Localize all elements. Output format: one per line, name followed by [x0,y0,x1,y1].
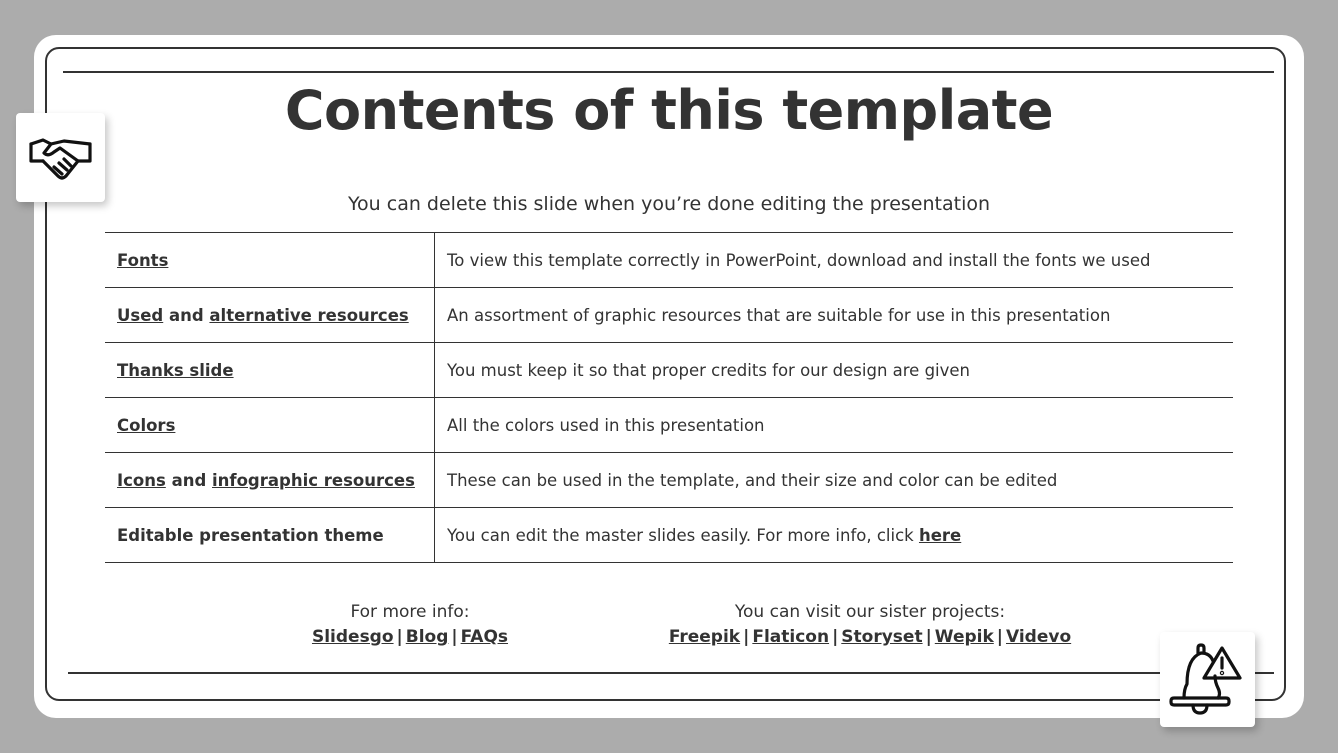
handshake-icon [16,113,105,202]
row-description-text: You must keep it so that proper credits for our design are given [447,360,971,380]
sister-projects-heading: You can visit our sister projects: [734,602,1006,622]
row-description [435,508,1234,563]
row-description-text: You can edit the master slides easily. For more info, click [447,525,919,545]
link-blog[interactable]: Blog [405,627,449,647]
row-label [105,508,435,563]
row-label-link[interactable]: infographic resources [212,470,415,490]
row-label-text: Editable presentation theme [117,525,384,545]
row-description-text: All the colors used in this presentation [447,415,765,435]
row-label [105,233,435,288]
more-info-block [270,600,550,650]
table-row [105,398,1233,453]
row-label-link[interactable]: Colors [117,415,176,435]
bottom-rule [68,672,1274,674]
contents-table [105,232,1233,563]
slide-subtitle: You can delete this slide when you’re done editing the presentation [347,193,991,215]
bell-alert-icon [1160,632,1255,727]
here-link[interactable]: here [918,525,962,545]
row-description-text: An assortment of graphic resources that are suitable for use in this presentation [447,305,1111,325]
top-rule [63,71,1274,73]
link-separator: | [996,627,1003,647]
link-separator: | [396,627,403,647]
row-label-link[interactable]: Fonts [117,250,169,270]
row-label [105,343,435,398]
row-label [105,453,435,508]
row-description [435,398,1234,453]
row-description-text: These can be used in the template, and their size and color can be edited [447,470,1058,490]
row-label-link[interactable]: Icons [117,470,166,490]
link-separator: | [832,627,839,647]
link-wepik[interactable]: Wepik [934,627,994,647]
row-label-link[interactable]: Used [117,305,164,325]
link-flaticon[interactable]: Flaticon [752,627,830,647]
row-description [435,453,1234,508]
row-label-text: and [165,470,213,490]
row-label-link[interactable]: alternative resources [209,305,409,325]
table-row [105,233,1233,288]
row-label-text: and [163,305,210,325]
slide-title: Contents of this template [284,79,1054,142]
row-description-text: To view this template correctly in PowerPoint, download and install the fonts we used [447,250,1151,270]
sister-projects-block [640,600,1100,650]
link-faqs[interactable]: FAQs [460,627,509,647]
row-description [435,343,1234,398]
table-row [105,508,1233,563]
row-description [435,288,1234,343]
link-separator: | [925,627,932,647]
more-info-links [270,625,550,650]
row-label-link[interactable]: Thanks slide [117,360,234,380]
bell-alert-icon-card [1160,632,1255,727]
link-storyset[interactable]: Storyset [841,627,923,647]
row-label [105,288,435,343]
link-videvo[interactable]: Videvo [1006,627,1072,647]
more-info-heading: For more info: [350,602,470,622]
link-slidesgo[interactable]: Slidesgo [311,627,394,647]
table-row [105,343,1233,398]
row-description [435,233,1234,288]
link-separator: | [743,627,750,647]
row-label [105,398,435,453]
sister-projects-links [640,625,1100,650]
link-separator: | [451,627,458,647]
table-row [105,288,1233,343]
handshake-icon-card [16,113,105,202]
link-freepik[interactable]: Freepik [668,627,741,647]
table-row [105,453,1233,508]
